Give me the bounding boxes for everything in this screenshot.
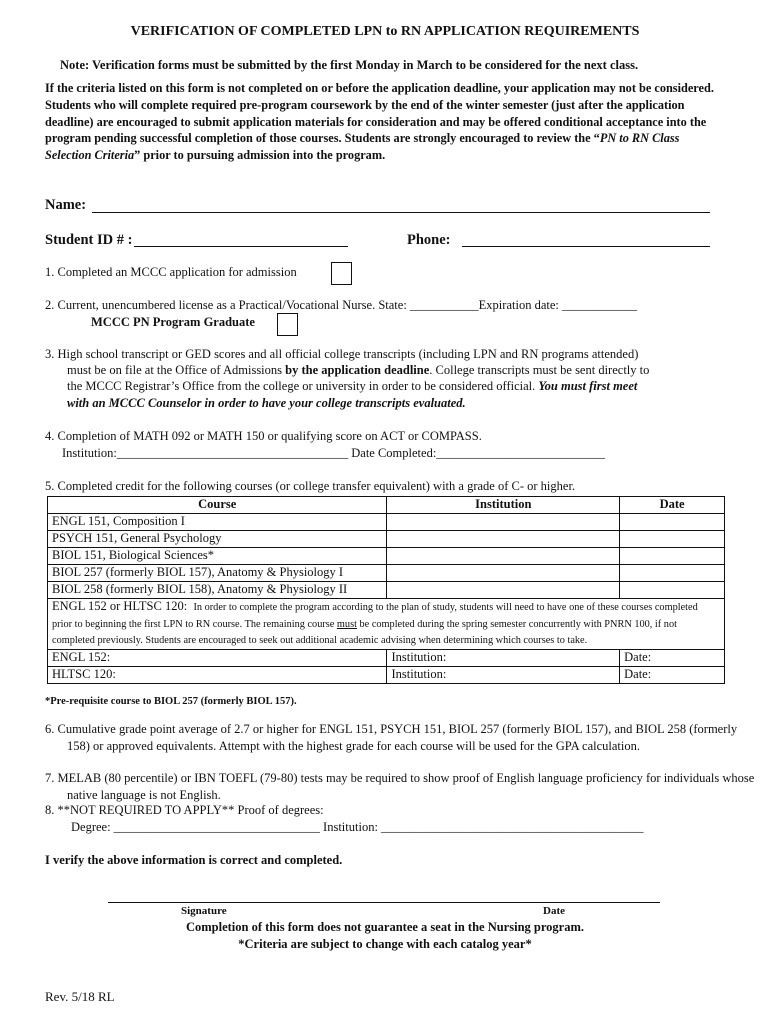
item5-intro: 5. Completed credit for the following courses (or college transfer equivalent) with a grade of C- or higher. [45,479,576,493]
table-row [48,582,725,599]
course-cell: PSYCH 151, General Psychology [48,531,387,548]
item3-line2-text: must be on file at the Office of Admissions [67,363,286,377]
phone-label: Phone: [407,232,451,248]
item3-line2-end: . College transcripts must be sent directly to [429,363,650,377]
disclaimer-catalog: *Criteria are subject to change with each catalog year* [238,937,532,951]
form-title: VERIFICATION OF COMPLETED LPN to RN APPLICATION REQUIREMENTS [130,24,640,39]
institution-cell[interactable] [387,582,620,599]
institution-cell[interactable] [387,565,620,582]
item3-line2 [67,363,649,378]
prerequisite-footnote: *Pre-requisite course to BIOL 257 (formerly BIOL 157). [45,696,297,707]
intro-text: If the criteria listed on this form is not completed on or before the application deadline, your application may not be considered. Students who will complete required pre-program coursework by the end of the winter semester (just after the application deadline) are encouraged to submit application materials for consideration and may be offered conditional acceptance into the program pending successful completion of those courses. Students are strongly encouraged to review the “ [45,81,714,146]
item1-checkbox[interactable] [331,262,352,285]
date-cell[interactable]: Date: [620,666,725,683]
course-header: Course [48,497,387,514]
institution-cell[interactable] [387,548,620,565]
disclaimer-seat: Completion of this form does not guarantee a seat in the Nursing program. [185,920,585,934]
date-header: Date [620,497,725,514]
submission-note: Note: Verification forms must be submitted by the first Monday in March to be considered for the next class. [60,58,639,72]
table-row [48,548,725,565]
course-cell: HLTSC 120: [48,666,387,683]
institution-cell[interactable] [387,514,620,531]
date-cell[interactable] [620,514,725,531]
pn-graduate-checkbox[interactable] [277,313,298,336]
table-row [48,531,725,548]
table-row [48,514,725,531]
name-label: Name: [45,197,87,213]
item4-line1: 4. Completion of MATH 092 or MATH 150 or qualifying score on ACT or COMPASS. [45,429,482,443]
item3-counselor-note: You must first meet [538,379,638,393]
signature-field[interactable] [108,902,660,903]
course-cell: BIOL 258 (formerly BIOL 158), Anatomy & Physiology II [48,582,387,599]
course-cell: ENGL 151, Composition I [48,514,387,531]
signature-label: Signature [181,905,227,917]
institution-cell[interactable] [387,531,620,548]
item3-line3 [67,379,637,394]
item8-line1: 8. **NOT REQUIRED TO APPLY** Proof of degrees: [45,803,324,817]
institution-header: Institution [387,497,620,514]
student-id-field[interactable] [134,246,348,247]
phone-field[interactable] [462,246,710,247]
verify-statement: I verify the above information is correct and completed. [45,853,343,867]
item4-line2: Institution:_____________________________________ Date Completed:___________________________ [62,446,606,460]
date-cell[interactable] [620,548,725,565]
table-row [48,666,725,683]
institution-cell[interactable]: Institution: [387,649,620,666]
student-id-label: Student ID # : [45,232,133,248]
item3-deadline: by the application deadline [285,363,430,377]
item3-line4: with an MCCC Counselor in order to have your college transcripts evaluated. [67,396,466,410]
engl-hltsc-note-cell [48,599,725,650]
date-cell[interactable] [620,565,725,582]
item8-line2: Degree: _________________________________ Institution: __________________________________________ [71,820,644,834]
date-cell[interactable] [620,531,725,548]
course-cell: ENGL 152: [48,649,387,666]
table-row [48,649,725,666]
table-row [48,565,725,582]
item2-text: 2. Current, unencumbered license as a Practical/Vocational Nurse. State: ___________Expiration date: ____________ [45,298,637,312]
item7-text: 7. MELAB (80 percentile) or IBN TOEFL (79-80) tests may be required to show proof of English language proficiency for individuals whose native language is not English. [45,771,755,802]
name-field[interactable] [92,212,710,213]
course-cell: BIOL 151, Biological Sciences* [48,548,387,565]
date-cell[interactable] [620,582,725,599]
engl-hltsc-note-text: In order to complete the program according to the plan of study, students will need to have one of these courses completed prior to beginning the first LPN to RN course. The remaining course [52,602,698,630]
table-row [48,599,725,650]
item1-text: 1. Completed an MCCC application for admission [45,265,297,279]
course-cell: BIOL 257 (formerly BIOL 157), Anatomy & Physiology I [48,565,387,582]
item6-text: 6. Cumulative grade point average of 2.7 or higher for ENGL 151, PSYCH 151, BIOL 257 (formerly BIOL 157), and BIOL 258 (formerly 158) or approved equivalents. Attempt with the highest grade for each course will be used for the GPA calculation. [45,722,738,753]
date-cell[interactable]: Date: [620,649,725,666]
pn-graduate-label: MCCC PN Program Graduate [91,315,255,329]
intro-text-end: ” prior to pursuing admission into the program. [134,148,386,163]
intro-paragraph [45,80,725,164]
table-header-row [48,497,725,514]
engl-hltsc-label: ENGL 152 or HLTSC 120: [52,599,188,613]
institution-cell[interactable]: Institution: [387,666,620,683]
revision-label: Rev. 5/18 RL [45,989,115,1004]
engl-hltsc-note-must: must [336,618,357,630]
course-table [47,496,725,684]
item3-line1: 3. High school transcript or GED scores and all official college transcripts (including LPN and RN programs attended) [45,347,639,361]
intro-criteria-title: PN to RN Class Selection Criteria [45,131,680,163]
date-label: Date [543,905,565,917]
engl-hltsc-note-end: be completed during the spring semester concurrently with PNRN 100, if not completed previously. Students are encouraged to seek out additional academic advising when determining which courses to take. [52,618,677,646]
item3-line3-text: the MCCC Registrar’s Office from the college or university in order to be considered official. [67,379,539,393]
